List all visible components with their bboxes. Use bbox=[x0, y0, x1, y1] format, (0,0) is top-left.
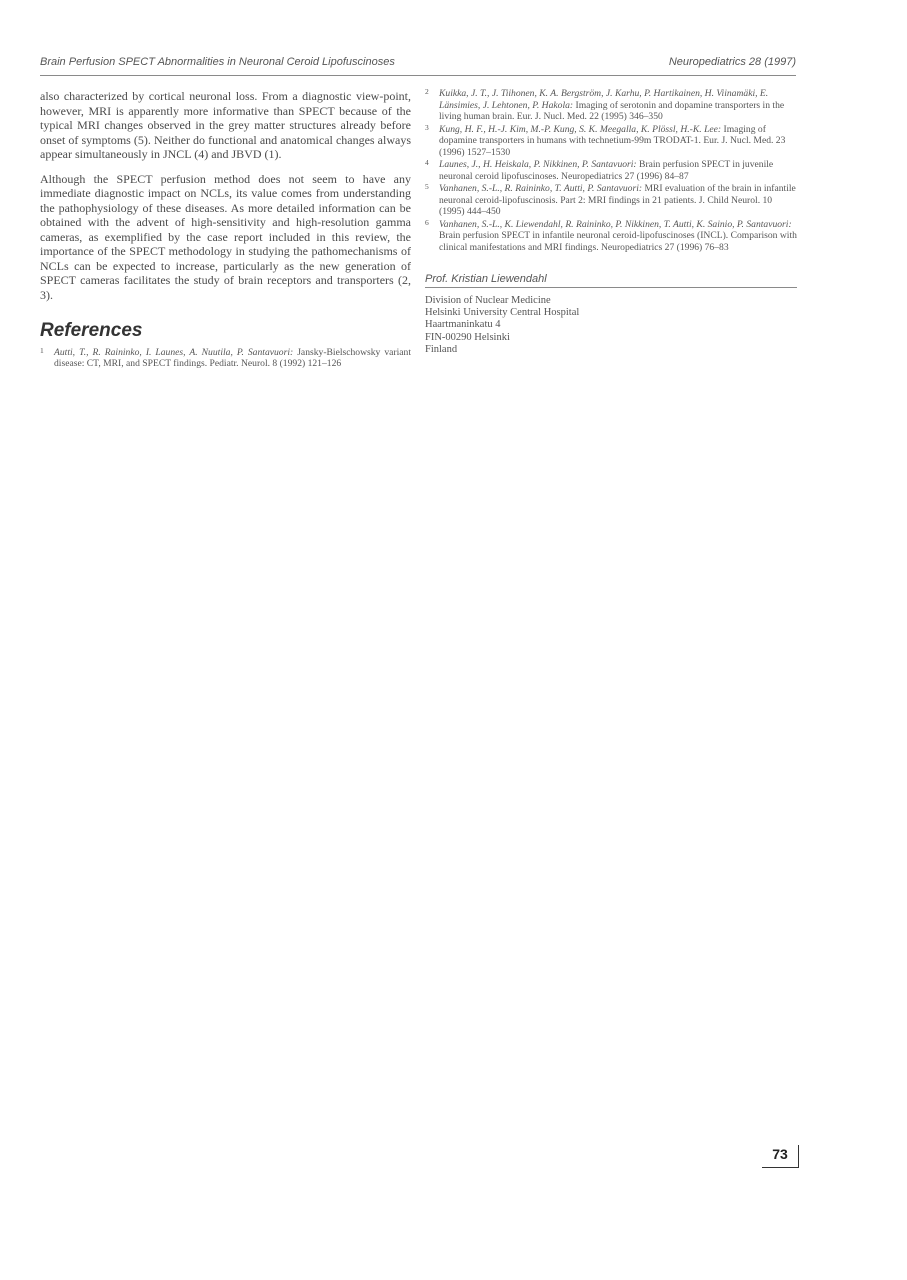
reference-authors: Kung, H. F., H.-J. Kim, M.-P. Kung, S. K. Meegalla, K. Plössl, H.-K. Lee: bbox=[439, 123, 722, 135]
reference-item bbox=[425, 159, 797, 182]
reference-number: 5 bbox=[425, 182, 429, 191]
reference-item bbox=[40, 347, 411, 370]
reference-text: Brain perfusion SPECT in infantile neuronal ceroid-lipofuscinoses (INCL). Comparison with clinical manifestations and MRI findings. Neuropediatrics 27 (1996) 76–83 bbox=[439, 230, 797, 253]
reference-authors: Autti, T., R. Raininko, I. Launes, A. Nuutila, P. Santavuori: bbox=[54, 346, 294, 358]
author-address bbox=[425, 295, 797, 356]
reference-text: Jansky-Bielschowsky variant disease: CT, MRI, and SPECT findings. Pediatr. Neurol. 8 (1992) 121–126 bbox=[54, 346, 411, 369]
reference-text: Brain perfusion SPECT in juvenile neuronal ceroid lipofuscinoses. Neuropediatrics 27 (1996) 84–87 bbox=[439, 159, 774, 182]
address-line: FIN-00290 Helsinki bbox=[425, 331, 510, 343]
page-number: 73 bbox=[762, 1145, 799, 1168]
journal-citation: Neuropediatrics 28 (1997) bbox=[668, 56, 796, 68]
reference-authors: Vanhanen, S.-L., R. Raininko, T. Autti, P. Santavuori: bbox=[439, 183, 643, 194]
body-paragraph: also characterized by cortical neuronal loss. From a diagnostic view-point, however, MRI is apparently more informative than SPECT because of the typical MRI changes observed in the grey matter structures already before onset of symptoms (5). Neither do functional and anatomical changes always appear simultaneously in JNCL (4) and JBVD (1). bbox=[40, 89, 411, 161]
reference-authors: Kuikka, J. T., J. Tiihonen, K. A. Bergström, J. Karhu, P. Hartikainen, H. Viinamäki, E. Länsimies, J. Lehtonen, P. Hakola: bbox=[439, 88, 769, 111]
running-title: Brain Perfusion SPECT Abnormalities in Neuronal Ceroid Lipofuscinoses bbox=[40, 56, 395, 68]
left-column bbox=[40, 89, 411, 371]
reference-number: 6 bbox=[425, 217, 429, 227]
address-line: Haartmaninkatu 4 bbox=[425, 319, 501, 331]
address-line: Helsinki University Central Hospital bbox=[425, 307, 580, 319]
reference-text: Imaging of serotonin and dopamine transporters in the living human brain. Eur. J. Nucl. Med. 22 (1995) 346–350 bbox=[439, 99, 785, 122]
reference-number: 1 bbox=[40, 345, 44, 355]
reference-authors: Launes, J., H. Heiskala, P. Nikkinen, P. Santavuori: bbox=[439, 159, 637, 170]
reference-text: MRI evaluation of the brain in infantile neuronal ceroid-lipofuscinosis. Part 2: MRI findings in 21 patients. J. Child Neurol. 10 (1995) 444–450 bbox=[439, 183, 796, 217]
reference-item bbox=[425, 219, 797, 254]
reference-number: 4 bbox=[425, 158, 429, 167]
address-line: Division of Nuclear Medicine bbox=[425, 295, 551, 306]
references-heading: References bbox=[40, 320, 143, 341]
reference-item bbox=[425, 88, 797, 123]
address-line: Finland bbox=[425, 343, 458, 355]
running-header bbox=[40, 56, 796, 68]
reference-number: 2 bbox=[425, 87, 429, 96]
reference-authors: Vanhanen, S.-L., K. Liewendahl, R. Raininko, P. Nikkinen, T. Autti, K. Sainio, P. Santavuori: bbox=[439, 218, 792, 230]
author-name: Prof. Kristian Liewendahl bbox=[425, 273, 797, 288]
header-rule bbox=[40, 75, 796, 76]
reference-number: 3 bbox=[425, 122, 429, 132]
body-paragraph: Although the SPECT perfusion method does not seem to have any immediate diagnostic impact on NCLs, its value comes from understanding the pathophysiology of these diseases. As more detailed information can be obtained with the advent of high-sensitivity and high-resolution gamma cameras, as exemplified by the case report included in this review, the importance of the SPECT methodology in studying the pathomechanisms of NCLs can be expected to increase, particularly as the new generation of SPECT cameras facilitates the study of brain receptors and transporters (2, 3). bbox=[40, 171, 411, 302]
right-column bbox=[425, 88, 797, 356]
author-block bbox=[425, 273, 797, 356]
reference-text: Imaging of dopamine transporters in humans with technetium-99m TRODAT-1. Eur. J. Nucl. Med. 23 (1996) 1527–1530 bbox=[439, 123, 786, 158]
reference-item bbox=[425, 124, 797, 159]
reference-item bbox=[425, 183, 797, 218]
